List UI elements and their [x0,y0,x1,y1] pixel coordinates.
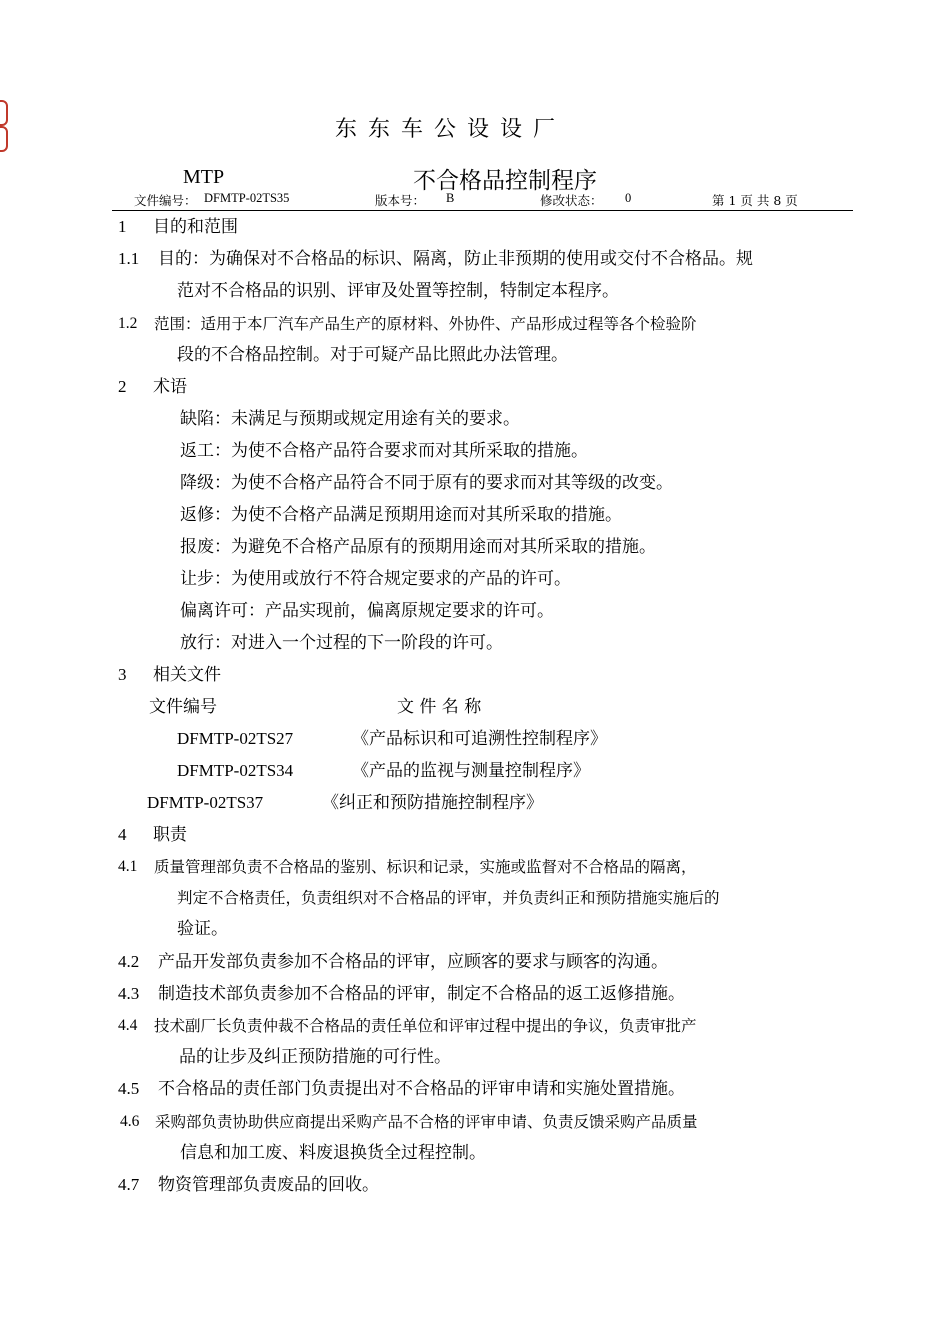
term-item: 放行：对进入一个过程的下一阶段的许可。 [180,633,503,653]
company-name: 东 东 车 公 设 设 厂 [335,117,557,142]
clause-text: 技术副厂长负责仲裁不合格品的责任单位和评审过程中提出的争议，负责审批产 [154,1017,697,1035]
doc-no: DFMTP-02TS35 [204,191,290,205]
version-value: B [446,191,455,205]
term-item: 返修：为使不合格产品满足预期用途而对其所采取的措施。 [180,505,622,525]
page-indicator: 第 1 页 共 8 页 [712,193,798,208]
clause-number: 4.4 [118,1017,138,1034]
clause-text: 判定不合格责任，负责组织对不合格品的评审，并负责纠正和预防措施实施后的 [177,889,720,907]
term-item: 偏离许可：产品实现前，偏离原规定要求的许可。 [180,601,554,621]
term-item: 返工：为使不合格产品符合要求而对其所采取的措施。 [180,441,588,461]
doc-ref-number: DFMTP-02TS34 [177,761,294,780]
section-title: 相关文件 [153,665,221,685]
term-item: 让步：为使用或放行不符合规定要求的产品的许可。 [180,569,571,589]
clause-text: 信息和加工废、料废退换货全过程控制。 [180,1143,486,1163]
section-number: 2 [118,377,127,396]
clause-number: 4.6 [120,1113,140,1130]
term-item: 缺陷：未满足与预期或规定用途有关的要求。 [180,409,520,429]
clause-text: 范围：适用于本厂汽车产品生产的原材料、外协件、产品形成过程等各个检验阶 [154,315,697,333]
clause-text: 制造技术部负责参加不合格品的评审，制定不合格品的返工返修措施。 [158,984,685,1004]
clause-number: 4.5 [118,1079,140,1098]
revision-value: 0 [625,191,632,205]
clause-number: 4.2 [118,952,140,971]
section-number: 1 [118,217,127,236]
doc-ref-number: DFMTP-02TS27 [177,729,294,748]
doc-ref-name: 《纠正和预防措施控制程序》 [322,793,543,813]
clause-number: 1.1 [118,249,140,268]
clause-text: 段的不合格品控制。对于可疑产品比照此办法管理。 [177,345,568,365]
section-title: 术语 [153,377,187,397]
clause-text: 目的：为确保对不合格品的标识、隔离，防止非预期的使用或交付不合格品。规 [158,249,753,269]
docs-header-number: 文件编号 [149,697,217,717]
clause-number: 4.7 [118,1175,140,1194]
doc-no-label: 文件编号： [134,193,197,208]
clause-text: 物资管理部负责废品的回收。 [158,1175,379,1195]
section-title: 目的和范围 [153,217,238,237]
clause-text: 品的让步及纠正预防措施的可行性。 [179,1047,451,1067]
doc-ref-name: 《产品的监视与测量控制程序》 [352,761,590,781]
doc-ref-name: 《产品标识和可追溯性控制程序》 [352,729,607,749]
section-number: 4 [118,825,127,844]
clause-text: 不合格品的责任部门负责提出对不合格品的评审申请和实施处置措施。 [158,1079,685,1099]
header-divider [112,210,853,211]
clause-number: 4.1 [118,858,138,875]
clause-text: 范对不合格品的识别、评审及处置等控制，特制定本程序。 [177,281,619,301]
margin-mark [0,126,8,152]
doc-ref-number: DFMTP-02TS37 [147,793,264,812]
document-title: 不合格品控制程序 [413,168,597,194]
clause-number: 4.3 [118,984,140,1003]
clause-text: 采购部负责协助供应商提出采购产品不合格的评审申请、负责反馈采购产品质量 [155,1113,698,1131]
margin-mark [0,100,8,126]
mtp-label: MTP [183,166,225,188]
clause-text: 质量管理部负责不合格品的鉴别、标识和记录，实施或监督对不合格品的隔离， [154,858,697,876]
revision-label: 修改状态： [540,193,603,208]
term-item: 报废：为避免不合格产品原有的预期用途而对其所采取的措施。 [180,537,656,557]
clause-number: 1.2 [118,315,138,332]
term-item: 降级：为使不合格产品符合不同于原有的要求而对其等级的改变。 [180,473,673,493]
section-number: 3 [118,665,127,684]
version-label: 版本号： [375,193,426,208]
clause-text: 产品开发部负责参加不合格品的评审，应顾客的要求与顾客的沟通。 [158,952,668,972]
clause-text: 验证。 [177,919,228,939]
docs-header-name: 文 件 名 称 [397,697,482,717]
section-title: 职责 [153,825,187,845]
